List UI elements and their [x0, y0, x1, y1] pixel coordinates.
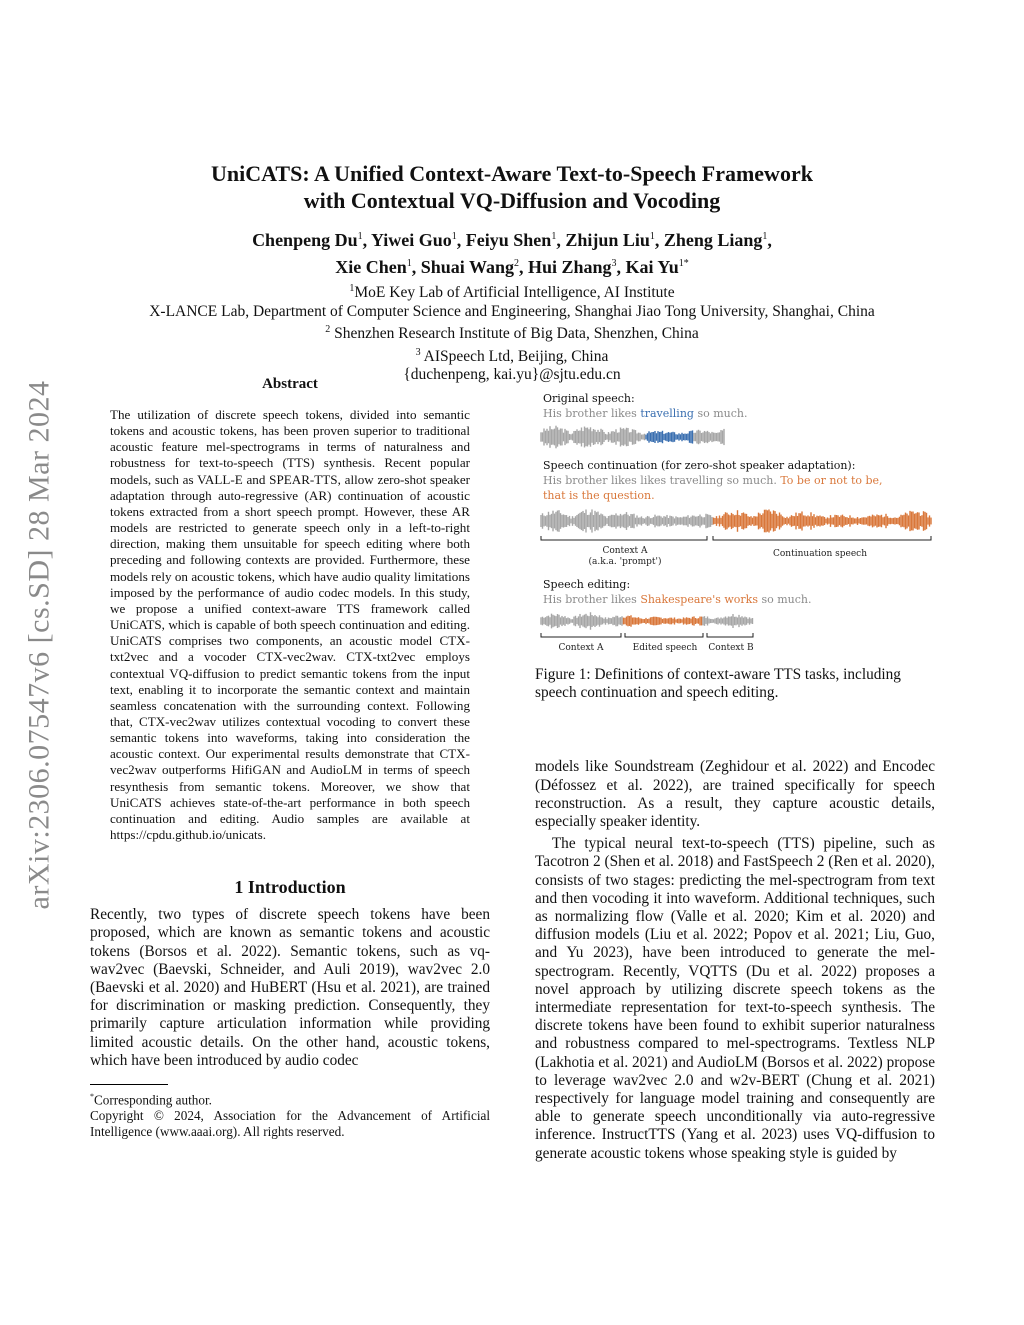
waveform-editing-bars — [541, 612, 753, 630]
sentence-part: His brother likes — [543, 407, 641, 420]
author-sup: 1 — [451, 231, 457, 242]
editing-brackets — [535, 632, 935, 640]
figure-1 — [535, 392, 935, 654]
affiliation-4 — [60, 344, 964, 367]
footnote — [90, 1089, 490, 1108]
figure-sentence-original — [543, 406, 748, 421]
affiliations — [60, 280, 964, 385]
author-sup: 2 — [513, 258, 519, 269]
author-sup: 3 — [611, 258, 617, 269]
sentence-highlight: Shakespeare's works — [640, 593, 758, 606]
right-column — [535, 392, 935, 1163]
contact-email: {duchenpeng, kai.yu}@sjtu.edu.cn — [403, 366, 621, 384]
bracket-context-a — [541, 536, 707, 540]
title-line-2: with Contextual VQ-Diffusion and Vocoding — [303, 188, 721, 213]
figure-label-continuation: Speech continuation (for zero-shot speaker adaptation): — [543, 459, 856, 472]
bracket-continuation — [713, 536, 931, 540]
intro-paragraph-2: The typical neural text-to-speech (TTS) pipeline, such as Tacotron 2 (Shen et al. 2018) and FastSpeech 2 (Ren et al. 2020), consists of two stages: predicting the mel-spectrogram from text and then vocoding it into waveform. Additional techniques, such as normalizing flow (Valle et al. 2020; Kim et al. 2020) and diffusion models (Liu et al. 2022; Popov et al. 2021; Liu, Guo, and Yu 2023), have been introduced to generate the mel-spectrogram. Recently, VQTTS (Du et al. 2022) proposes a novel approach by utilizing discrete speech tokens as the intermediate representation for text-to-speech synthesis. The discrete tokens have been found to exhibit superior naturalness and robustness compared to mel-spectrograms. Textless NLP (Lakhotia et al. 2021) and AudioLM (Borsos et al. 2022) propose to leverage wav2vec 2.0 and w2v-BERT (Chung et al. 2021) respectively for language model training and consequently are able to generate speech unconditionally via auto-regressive inference. InstructTTS (Yang et al. 2023) uses VQ-diffusion to generate acoustic tokens whose speaking style is guided by — [535, 835, 935, 1162]
affiliation-sup: 1 — [349, 283, 355, 294]
context-a-label — [575, 546, 675, 568]
figure-sentence-editing — [543, 592, 812, 607]
waveform-continuation — [535, 504, 935, 538]
affiliation-3 — [60, 321, 964, 344]
intro-paragraph-1-continued: models like Soundstream (Zeghidour et al. 2022) and Encodec (Défossez et al. 2022), are trained specifically for speech reconstruction. As a result, they capture acoustic details, especially speaker identity. — [535, 758, 935, 831]
author-sup: 1 — [551, 231, 557, 242]
author: Yiwei Guo — [370, 230, 452, 250]
arxiv-sidebar — [16, 350, 62, 940]
sentence-highlight: To be or not to be, that is the question. — [543, 474, 883, 502]
sentence-part: so much. — [757, 593, 812, 606]
author: Zheng Liang — [663, 230, 763, 250]
introduction-heading: 1 Introduction — [234, 877, 346, 898]
figure-sentence-continuation — [543, 473, 903, 503]
waveform-original-bars — [541, 426, 724, 449]
sentence-part: His brother likes — [543, 593, 641, 606]
edit-context-b-label: Context B — [708, 643, 754, 653]
footnote-rule — [90, 1084, 168, 1085]
figure-caption: Figure 1: Definitions of context-aware TTS tasks, including speech continuation and speech editing. — [535, 666, 901, 702]
author: Feiyu Shen — [465, 230, 552, 250]
affiliation-2: X-LANCE Lab, Department of Computer Science and Engineering, Shanghai Jiao Tong University, Shanghai, China — [149, 302, 875, 320]
edit-context-a-label: Context A — [558, 643, 604, 653]
author: Shuai Wang — [420, 257, 514, 277]
author-sup: 1 — [357, 231, 363, 242]
figure-label-editing: Speech editing: — [543, 578, 631, 591]
bracket-edit-context-b — [707, 633, 753, 637]
author: Chenpeng Du — [252, 230, 358, 250]
paper-header — [60, 160, 964, 385]
author: Kai Yu — [625, 257, 679, 277]
left-column — [90, 376, 490, 1139]
affiliation-text: MoE Key Lab of Artificial Intelligence, AI Institute — [354, 284, 675, 302]
affiliation-1 — [60, 280, 964, 303]
waveform-original — [535, 420, 935, 454]
author-sup: 1* — [678, 258, 689, 269]
label-line: Context A — [602, 546, 648, 556]
bracket-edit-context-a — [541, 633, 621, 637]
footnote-mark: * — [90, 1092, 94, 1102]
author-sup: 1 — [649, 231, 655, 242]
author-sup: 1 — [406, 258, 412, 269]
footnote-text: Corresponding author. — [94, 1092, 212, 1108]
sentence-part: so much. — [693, 407, 748, 420]
edited-speech-label: Edited speech — [632, 643, 698, 653]
waveform-editing — [535, 609, 935, 633]
sentence-highlight: travelling — [640, 407, 694, 420]
affiliation-text: Shenzhen Research Institute of Big Data, Shenzhen, China — [330, 325, 699, 343]
abstract-text: The utilization of discrete speech tokens, divided into semantic tokens and acoustic tokens, has been proven superior to traditional acoustic feature mel-spectrograms in terms of naturalness and robustness for text-to-speech (TTS) synthesis. Recent popular models, such as VALL-E and SPEAR-TTS, allow zero-shot speaker adaptation through auto-regressive (AR) continuation of acoustic tokens extracted from a short speech prompt. However, these AR models are restricted to generate speech only in a left-to-right direction, making them unsuitable for speech editing where both preceding and following contexts are provided. Furthermore, these models rely on acoustic tokens, which have audio quality limitations imposed by the performance of audio codec models. In this study, we propose a unified context-aware TTS framework called UniCATS, which is capable of both speech continuation and editing. UniCATS comprises two components, an acoustic model CTX-txt2vec and a vocoder CTX-vec2wav. CTX-txt2vec employs contextual VQ-diffusion to predict semantic tokens from the input text, enabling it to incorporate the semantic context and maintain seamless concatenation with the surrounding context. Following that, CTX-vec2wav utilizes contextual vocoding to convert these semantic tokens into waveforms, taking into consideration the acoustic context. Our experimental results demonstrate that CTX-vec2wav outperforms HifiGAN and AudioLM in terms of speech resynthesis from semantic tokens. Moreover, we show that UniCATS achieves state-of-the-art performance in both speech continuation and editing. Audio samples are available at https://cpdu.github.io/unicats. — [110, 407, 470, 843]
author-sup: 1 — [762, 231, 768, 242]
author: Zhijun Liu — [565, 230, 650, 250]
label-line: (a.k.a. 'prompt') — [588, 557, 662, 567]
affiliation-text: AISpeech Ltd, Beijing, China — [420, 347, 609, 365]
affiliation-sup: 2 — [325, 324, 331, 336]
author-list: Chenpeng Du$^1$, Yiwei Guo$^1$, Feiyu Shen$^1$, Zhijun Liu$^1$, Zheng Liang$^1$, Xie Chen$^1$, Shuai Wang$^2$, Hui Zhang$^3$, Kai $Yu^{1*}$ — [252, 230, 772, 277]
author: Xie Chen — [335, 257, 407, 277]
intro-paragraph-1: Recently, two types of discrete speech tokens have been proposed, which are known as semantic tokens and acoustic tokens (Borsos et al. 2022). Semantic tokens, such as vq-wav2vec (Baevski, Schneider, and Auli 2019), wav2vec 2.0 (Baevski et al. 2020) and HuBERT (Hsu et al. 2021), are trained for discrimination or masking prediction. Consequently, they primarily capture articulation information while providing limited acoustic details. On the other hand, acoustic tokens, which have been introduced by audio codec — [90, 906, 490, 1069]
affiliation-sup: 3 — [415, 346, 421, 358]
paper-title — [60, 160, 964, 214]
continuation-brackets — [535, 535, 935, 545]
arxiv-id: arXiv:2306.07547v6 [cs.SD] 28 Mar 2024 — [22, 380, 56, 910]
sentence-part: His brother likes likes travelling so much. — [543, 474, 781, 487]
figure-label-original: Original speech: — [543, 392, 635, 405]
bracket-edited — [625, 633, 703, 637]
copyright-notice: Copyright © 2024, Association for the Advancement of Artificial Intelligence (www.aaai.org). All rights reserved. — [90, 1108, 490, 1139]
title-line-1: UniCATS: A Unified Context-Aware Text-to-Speech Framework — [211, 161, 813, 186]
waveform-continuation-bars — [541, 509, 931, 532]
author: Hui Zhang — [527, 257, 612, 277]
continuation-label: Continuation speech — [773, 549, 867, 559]
abstract-heading: Abstract — [262, 376, 318, 392]
